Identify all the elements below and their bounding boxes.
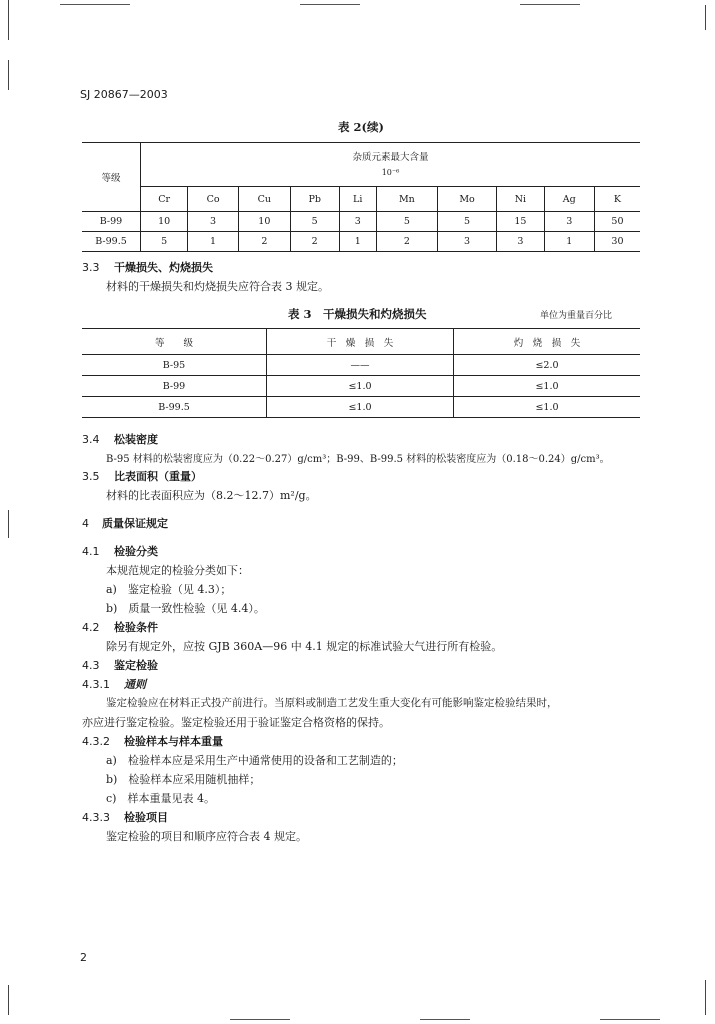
section-number: 4.3.1	[82, 678, 110, 691]
table-row	[82, 397, 640, 418]
section-title: 质量保证规定	[102, 517, 168, 530]
section-heading	[82, 259, 213, 275]
section-number: 3.4	[82, 433, 100, 446]
paragraph: 本规范规定的检验分类如下：	[106, 564, 249, 577]
table3-cell: ≤1.0	[267, 376, 454, 397]
table2-cell: 1	[544, 232, 594, 252]
table-row	[82, 376, 640, 397]
table3-cell: ——	[267, 355, 454, 376]
standard-id: SJ 20867—2003	[80, 88, 168, 101]
section-heading	[82, 515, 168, 531]
section-heading	[82, 619, 158, 635]
table3-header: 等 级	[82, 329, 267, 355]
table-row	[82, 212, 640, 232]
table2-col-header: Ni	[497, 187, 544, 212]
paragraph: 鉴定检验的项目和顺序应符合表 4 规定。	[106, 830, 307, 843]
table2-cell: 2	[238, 232, 290, 252]
scan-edge-mark	[8, 985, 9, 1015]
table2-col-header: Pb	[290, 187, 339, 212]
scan-edge-mark	[8, 510, 9, 538]
list-item: c) 样本重量见表 4。	[106, 792, 215, 805]
scan-edge-mark	[705, 980, 706, 1015]
section-number: 4	[82, 517, 89, 530]
paragraph: 亦应进行鉴定检验。鉴定检验还用于验证鉴定合格资格的保持。	[82, 716, 390, 729]
table3-cell: ≤1.0	[454, 376, 641, 397]
section-number: 4.3	[82, 659, 100, 672]
section-heading	[82, 468, 202, 484]
paragraph: 材料的比表面积应为（8.2～12.7）m²/g。	[106, 489, 317, 502]
table2-col-header: Co	[188, 187, 239, 212]
table2-cell: 3	[544, 212, 594, 232]
table2-col-header: Cr	[141, 187, 188, 212]
scan-edge-mark	[600, 1019, 660, 1020]
table2-cell: 5	[141, 232, 188, 252]
section-number: 4.2	[82, 621, 100, 634]
table3-cell: B-95	[82, 355, 267, 376]
table2-caption: 表 2(续)	[338, 120, 384, 134]
table3-caption: 表 3 干燥损失和灼烧损失	[288, 307, 427, 321]
scan-edge-mark	[8, 60, 9, 90]
section-title: 检验样本与样本重量	[124, 735, 223, 748]
table2-cell: 50	[594, 212, 640, 232]
table2-cell: B-99.5	[82, 232, 141, 252]
table2-cell: 1	[188, 232, 239, 252]
list-item: b) 检验样本应采用随机抽样；	[106, 773, 261, 786]
table2-cell: 10	[141, 212, 188, 232]
table2-cell: B-99	[82, 212, 141, 232]
scan-edge-mark	[520, 4, 580, 5]
section-heading	[82, 657, 158, 673]
table2-cell: 2	[290, 232, 339, 252]
paragraph: 除另有规定外，应按 GJB 360A—96 中 4.1 规定的标准试验大气进行所有检验。	[106, 640, 503, 653]
section-title: 干燥损失、灼烧损失	[114, 261, 213, 274]
paragraph: 材料的干燥损失和灼烧损失应符合表 3 规定。	[106, 280, 329, 293]
table3-unit: 单位为重量百分比	[540, 311, 613, 321]
scan-edge-mark	[230, 1019, 290, 1020]
list-item: b) 质量一致性检验（见 4.4）。	[106, 602, 265, 615]
table2-col-header: Li	[339, 187, 376, 212]
table2-cell: 3	[188, 212, 239, 232]
table2-header-group	[141, 143, 641, 187]
table2-col-header: Cu	[238, 187, 290, 212]
table2-cell: 1	[339, 232, 376, 252]
list-item: a) 检验样本应是采用生产中通常使用的设备和工艺制造的；	[106, 754, 403, 767]
table3-cell: ≤1.0	[454, 397, 641, 418]
table2-cell: 3	[437, 232, 496, 252]
table3-cell: ≤1.0	[267, 397, 454, 418]
section-title: 检验分类	[114, 545, 158, 558]
scan-edge-mark	[420, 1019, 470, 1020]
table2-cell: 2	[376, 232, 437, 252]
section-heading	[82, 431, 158, 447]
section-number: 4.3.3	[82, 811, 110, 824]
scan-edge-mark	[60, 4, 130, 5]
table2-cell: 5	[376, 212, 437, 232]
table2-cell: 5	[290, 212, 339, 232]
table2-col-header: K	[594, 187, 640, 212]
table2-cell: 10	[238, 212, 290, 232]
list-item: a) 鉴定检验（见 4.3）；	[106, 583, 232, 596]
section-heading	[82, 733, 223, 749]
table-row	[82, 232, 640, 252]
section-heading	[82, 543, 158, 559]
table2-col-header: Mo	[437, 187, 496, 212]
section-title: 比表面积（重量）	[114, 470, 202, 483]
table2-col-header: Mn	[376, 187, 437, 212]
table2-cell: 3	[497, 232, 544, 252]
table3-cell: B-99.5	[82, 397, 267, 418]
section-title: 松装密度	[114, 433, 158, 446]
paragraph: B-95 材料的松装密度应为（0.22～0.27）g/cm³；B-99、B-99.5 材料的松装密度应为（0.18～0.24）g/cm³。	[106, 454, 610, 465]
table2-cell: 15	[497, 212, 544, 232]
scan-edge-mark	[300, 4, 360, 5]
table3-cell: ≤2.0	[454, 355, 641, 376]
section-number: 4.3.2	[82, 735, 110, 748]
section-number: 4.1	[82, 545, 100, 558]
paragraph: 鉴定检验应在材料正式投产前进行。当原料或制造工艺发生重大变化有可能影响鉴定检验结果时，	[106, 697, 558, 709]
table2-cell: 30	[594, 232, 640, 252]
section-number: 3.5	[82, 470, 100, 483]
table2-cell: 5	[437, 212, 496, 232]
table3-cell: B-99	[82, 376, 267, 397]
table2-header-grade: 等级	[82, 143, 141, 212]
table2-header-group-label: 杂质元素最大含量	[352, 151, 429, 163]
section-number: 3.3	[82, 261, 100, 274]
table3-header: 灼 烧 损 失	[454, 329, 641, 355]
section-title: 鉴定检验	[114, 659, 158, 672]
table3	[82, 328, 640, 418]
section-heading	[82, 809, 168, 825]
section-title: 检验条件	[114, 621, 158, 634]
scan-edge-mark	[705, 5, 706, 30]
table2-cell: 3	[339, 212, 376, 232]
scan-edge-mark	[8, 0, 9, 40]
section-title: 检验项目	[124, 811, 168, 824]
table2-header-unit: 10⁻⁶	[381, 167, 400, 177]
table2-col-header: Ag	[544, 187, 594, 212]
section-title: 通则	[124, 678, 146, 691]
section-heading	[82, 676, 146, 692]
table-row	[82, 355, 640, 376]
table3-header: 干 燥 损 失	[267, 329, 454, 355]
page-number: 2	[80, 951, 87, 964]
table2	[82, 142, 640, 252]
